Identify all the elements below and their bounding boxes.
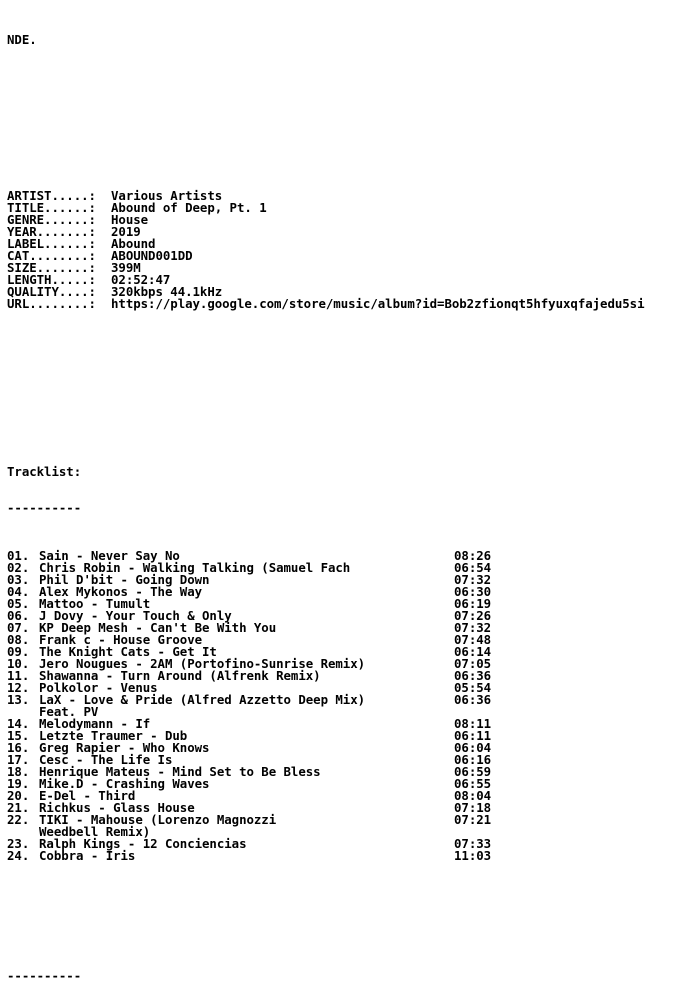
track-duration: 06:54 xyxy=(454,560,492,575)
track-number: 16. xyxy=(7,740,30,755)
track-title: KP Deep Mesh - Can't Be With You xyxy=(39,620,277,635)
info-row xyxy=(7,238,693,250)
track-row xyxy=(7,730,693,742)
track-duration: 07:05 xyxy=(454,656,492,671)
track-duration: 06:55 xyxy=(454,776,492,791)
track-title: TIKI - Mahouse (Lorenzo Magnozzi xyxy=(39,812,277,827)
track-title: Sain - Never Say No xyxy=(39,548,180,563)
info-key: ARTIST.....: xyxy=(7,188,96,203)
track-title: J Dovy - Your Touch & Only xyxy=(39,608,232,623)
track-title: Polkolor - Venus xyxy=(39,680,158,695)
info-row xyxy=(7,262,693,274)
track-duration: 08:26 xyxy=(454,548,492,563)
info-value: 320kbps 44.1kHz xyxy=(111,284,223,299)
track-duration: 07:32 xyxy=(454,572,492,587)
track-row xyxy=(7,814,693,826)
nfo-document xyxy=(7,10,693,994)
track-duration: 11:03 xyxy=(454,848,492,863)
track-duration: 07:33 xyxy=(454,836,492,851)
track-number: 19. xyxy=(7,776,30,791)
info-row xyxy=(7,190,693,202)
info-row xyxy=(7,202,693,214)
track-duration: 06:19 xyxy=(454,596,492,611)
track-duration: 06:36 xyxy=(454,668,492,683)
track-duration: 06:59 xyxy=(454,764,492,779)
track-row xyxy=(7,694,693,706)
track-number: 17. xyxy=(7,752,30,767)
track-duration: 07:48 xyxy=(454,632,492,647)
info-row xyxy=(7,298,693,310)
info-row xyxy=(7,214,693,226)
track-duration: 06:11 xyxy=(454,728,492,743)
footer-rule: ---------- xyxy=(7,968,82,983)
info-value: ABOUND001DD xyxy=(111,248,193,263)
track-title: The Knight Cats - Get It xyxy=(39,644,217,659)
track-row xyxy=(7,838,693,850)
info-key: SIZE.......: xyxy=(7,260,96,275)
track-duration: 06:04 xyxy=(454,740,492,755)
spacer xyxy=(7,346,693,358)
track-title-continuation: Weedbell Remix) xyxy=(39,824,151,839)
track-duration: 06:14 xyxy=(454,644,492,659)
track-title: Mike.D - Crashing Waves xyxy=(39,776,210,791)
track-row xyxy=(7,802,693,814)
info-value: 2019 xyxy=(111,224,141,239)
track-row xyxy=(7,742,693,754)
spacer xyxy=(7,418,693,430)
track-row xyxy=(7,778,693,790)
track-row xyxy=(7,766,693,778)
track-duration: 06:36 xyxy=(454,692,492,707)
track-number: 06. xyxy=(7,608,30,623)
track-number: 14. xyxy=(7,716,30,731)
info-key: LABEL......: xyxy=(7,236,96,251)
tracklist-heading: Tracklist: xyxy=(7,464,82,479)
track-row xyxy=(7,646,693,658)
track-title: Alex Mykonos - The Way xyxy=(39,584,203,599)
track-row xyxy=(7,622,693,634)
track-number: 24. xyxy=(7,848,30,863)
info-value: Abound of Deep, Pt. 1 xyxy=(111,200,267,215)
info-value: https://play.google.com/store/music/album?id=Bob2zfionqt5hfyuxqfajedu5si xyxy=(111,296,645,311)
info-value: 02:52:47 xyxy=(111,272,171,287)
track-row xyxy=(7,718,693,730)
track-row xyxy=(7,634,693,646)
track-title: Cobbra - Iris xyxy=(39,848,136,863)
info-value: Abound xyxy=(111,236,156,251)
track-title: Melodymann - If xyxy=(39,716,151,731)
info-key: URL........: xyxy=(7,296,96,311)
track-number: 08. xyxy=(7,632,30,647)
info-row xyxy=(7,226,693,238)
track-number: 13. xyxy=(7,692,30,707)
track-row xyxy=(7,670,693,682)
track-row xyxy=(7,610,693,622)
track-duration: 06:30 xyxy=(454,584,492,599)
track-row xyxy=(7,754,693,766)
track-title: Chris Robin - Walking Talking (Samuel Fach xyxy=(39,560,351,575)
spacer xyxy=(7,106,693,118)
track-duration: 07:32 xyxy=(454,620,492,635)
track-number: 02. xyxy=(7,560,30,575)
info-key: LENGTH.....: xyxy=(7,272,96,287)
info-value: House xyxy=(111,212,149,227)
track-number: 18. xyxy=(7,764,30,779)
track-title: LaX - Love & Pride (Alfred Azzetto Deep Mix) xyxy=(39,692,366,707)
track-title: Greg Rapier - Who Knows xyxy=(39,740,210,755)
track-number: 05. xyxy=(7,596,30,611)
info-row xyxy=(7,250,693,262)
track-number: 20. xyxy=(7,788,30,803)
spacer xyxy=(7,934,693,946)
track-row xyxy=(7,682,693,694)
track-title: Phil D'bit - Going Down xyxy=(39,572,210,587)
track-number: 07. xyxy=(7,620,30,635)
track-row xyxy=(7,850,693,862)
tracklist xyxy=(7,550,693,862)
track-duration: 08:11 xyxy=(454,716,492,731)
spacer xyxy=(7,898,693,910)
track-title: Cesc - The Life Is xyxy=(39,752,173,767)
track-title: Richkus - Glass House xyxy=(39,800,195,815)
track-title: Ralph Kings - 12 Conciencias xyxy=(39,836,247,851)
release-info xyxy=(7,190,693,310)
info-value: 399M xyxy=(111,260,141,275)
track-number: 11. xyxy=(7,668,30,683)
track-number: 10. xyxy=(7,656,30,671)
track-title: E-Del - Third xyxy=(39,788,136,803)
track-number: 22. xyxy=(7,812,30,827)
info-value: Various Artists xyxy=(111,188,223,203)
track-title: Shawanna - Turn Around (Alfrenk Remix) xyxy=(39,668,321,683)
track-row xyxy=(7,790,693,802)
spacer xyxy=(7,382,693,394)
track-number: 15. xyxy=(7,728,30,743)
info-key: GENRE......: xyxy=(7,212,96,227)
track-number: 04. xyxy=(7,584,30,599)
release-group-title: NDE. xyxy=(7,32,37,47)
track-duration: 06:16 xyxy=(454,752,492,767)
track-number: 12. xyxy=(7,680,30,695)
track-title: Mattoo - Tumult xyxy=(39,596,151,611)
track-number: 21. xyxy=(7,800,30,815)
track-duration: 07:21 xyxy=(454,812,492,827)
info-key: QUALITY....: xyxy=(7,284,96,299)
track-title-continuation: Feat. PV xyxy=(39,704,99,719)
track-title: Henrique Mateus - Mind Set to Be Bless xyxy=(39,764,321,779)
track-number: 23. xyxy=(7,836,30,851)
track-duration: 07:18 xyxy=(454,800,492,815)
track-title: Letzte Traumer - Dub xyxy=(39,728,188,743)
spacer xyxy=(7,70,693,82)
track-duration: 08:04 xyxy=(454,788,492,803)
track-number: 01. xyxy=(7,548,30,563)
tracklist-rule: ---------- xyxy=(7,500,82,515)
info-key: YEAR.......: xyxy=(7,224,96,239)
spacer xyxy=(7,142,693,154)
track-title: Jero Nougues - 2AM (Portofino-Sunrise Remix) xyxy=(39,656,366,671)
track-title: Frank c - House Groove xyxy=(39,632,203,647)
info-key: CAT........: xyxy=(7,248,96,263)
track-row xyxy=(7,658,693,670)
track-number: 09. xyxy=(7,644,30,659)
info-row xyxy=(7,274,693,286)
track-duration: 05:54 xyxy=(454,680,492,695)
track-number: 03. xyxy=(7,572,30,587)
info-key: TITLE......: xyxy=(7,200,96,215)
track-duration: 07:26 xyxy=(454,608,492,623)
